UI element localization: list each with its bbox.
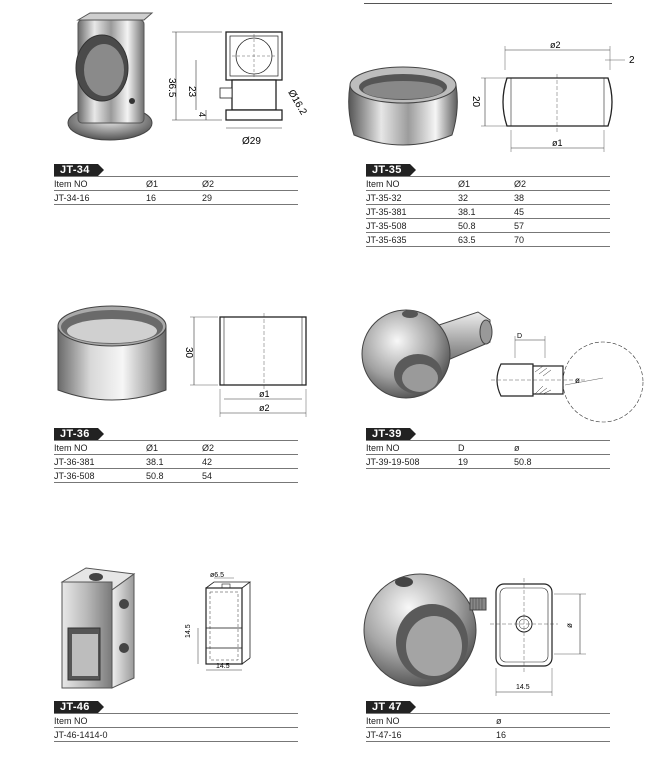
jt-34-table (54, 176, 298, 205)
jt-35-cell: JT-35-381 (366, 205, 458, 219)
table-row (54, 191, 298, 205)
jt-35-tag: JT-35 (366, 164, 410, 176)
jt-36-dim-outer: ø2 (259, 403, 270, 413)
jt-39-drawing (485, 330, 655, 430)
jt-34-dim-width: Ø29 (242, 136, 261, 147)
jt-34-dim-mid: 23 (186, 86, 197, 98)
jt-39-cell: 50.8 (514, 455, 610, 469)
jt-39-cell: JT-39-19-508 (366, 455, 458, 469)
jt-35-dim-inner: ø1 (552, 138, 563, 148)
jt-35-cell: JT-35-635 (366, 233, 458, 247)
jt-35-col-d2: Ø2 (514, 177, 610, 191)
jt-35-cell: 63.5 (458, 233, 514, 247)
jt-36-cell: JT-36-508 (54, 469, 146, 483)
jt-36-cell: 50.8 (146, 469, 202, 483)
jt-47-drawing (482, 572, 602, 697)
top-rule (364, 3, 612, 4)
jt-36-dim-inner: ø1 (259, 389, 270, 399)
jt-34-cell: JT-34-16 (54, 191, 146, 205)
jt-36-table (54, 440, 298, 483)
jt-34-col-d1: Ø1 (146, 177, 202, 191)
jt-35-col-d1: Ø1 (458, 177, 514, 191)
jt-46-col-item: Item NO (54, 714, 298, 728)
jt-34-dim-bore: Ø16.2 (285, 88, 309, 118)
jt-39-tag: JT-39 (366, 428, 410, 440)
jt-36-col-d1: Ø1 (146, 441, 202, 455)
jt-35-cell: JT-35-508 (366, 219, 458, 233)
jt-36-drawing (180, 305, 310, 425)
jt-35-table (366, 176, 610, 247)
jt-36-dim-height: 30 (183, 347, 194, 359)
jt-46-tag: JT-46 (54, 701, 98, 713)
jt-34-cell: 29 (202, 191, 298, 205)
table-row (54, 728, 298, 742)
jt-46-drawing (186, 568, 266, 678)
table-row (366, 233, 610, 247)
jt-39-col-d: D (458, 441, 514, 455)
jt-34-col-d2: Ø2 (202, 177, 298, 191)
jt-46-photo (52, 560, 142, 695)
jt-47-dim-phi: ø (565, 623, 574, 628)
jt-36-cell: 54 (202, 469, 298, 483)
jt-39-col-item: Item NO (366, 441, 458, 455)
jt-34-tag: JT-34 (54, 164, 98, 176)
jt-35-cell: 32 (458, 191, 514, 205)
table-row (366, 191, 610, 205)
jt-35-dim-outer: ø2 (550, 40, 561, 50)
jt-47-col-item: Item NO (366, 714, 496, 728)
jt-46-dim-hole: ø6.5 (210, 572, 225, 579)
jt-39-dim-phi: ø (575, 376, 580, 385)
table-row (54, 455, 298, 469)
jt-47-dim-width: 14.5 (516, 684, 530, 691)
jt-46-cell: JT-46-1414-0 (54, 728, 298, 742)
jt-35-cell: JT-35-32 (366, 191, 458, 205)
jt-35-cell: 38 (514, 191, 610, 205)
jt-35-col-item: Item NO (366, 177, 458, 191)
jt-35-cell: 57 (514, 219, 610, 233)
jt-35-cell: 70 (514, 233, 610, 247)
jt-34-drawing (158, 20, 308, 150)
table-row (366, 455, 610, 469)
jt-35-cell: 45 (514, 205, 610, 219)
jt-36-photo (52, 298, 172, 413)
jt-39-table (366, 440, 610, 469)
table-row (54, 469, 298, 483)
jt-35-photo (346, 55, 461, 155)
table-row (366, 219, 610, 233)
jt-36-cell: 42 (202, 455, 298, 469)
jt-47-cell: JT-47-16 (366, 728, 496, 742)
jt-47-photo (362, 566, 487, 691)
jt-35-dim-wall: 2 (629, 55, 635, 66)
jt-39-dim-d: D (517, 333, 523, 340)
jt-36-cell: JT-36-381 (54, 455, 146, 469)
jt-47-cell: 16 (496, 728, 610, 742)
jt-34-dim-base: 4 (197, 112, 207, 118)
table-row (366, 205, 610, 219)
jt-36-col-d2: Ø2 (202, 441, 298, 455)
jt-46-dim-width: 14.5 (216, 663, 230, 670)
jt-39-cell: 19 (458, 455, 514, 469)
jt-46-table (54, 713, 298, 742)
jt-35-drawing (455, 40, 640, 180)
jt-36-col-item: Item NO (54, 441, 146, 455)
jt-35-cell: 50.8 (458, 219, 514, 233)
jt-34-photo (60, 10, 160, 145)
jt-47-tag: JT 47 (366, 701, 410, 713)
jt-35-cell: 38.1 (458, 205, 514, 219)
jt-39-col-phi: ø (514, 441, 610, 455)
jt-35-dim-height: 20 (470, 96, 481, 108)
jt-36-cell: 38.1 (146, 455, 202, 469)
jt-39-photo (358, 302, 498, 402)
jt-34-col-item: Item NO (54, 177, 146, 191)
jt-47-table (366, 713, 610, 742)
jt-36-tag: JT-36 (54, 428, 98, 440)
jt-47-col-phi: ø (496, 714, 610, 728)
jt-34-dim-total: 36.5 (166, 78, 177, 98)
table-row (366, 728, 610, 742)
jt-46-dim-height: 14.5 (185, 624, 192, 638)
jt-34-cell: 16 (146, 191, 202, 205)
